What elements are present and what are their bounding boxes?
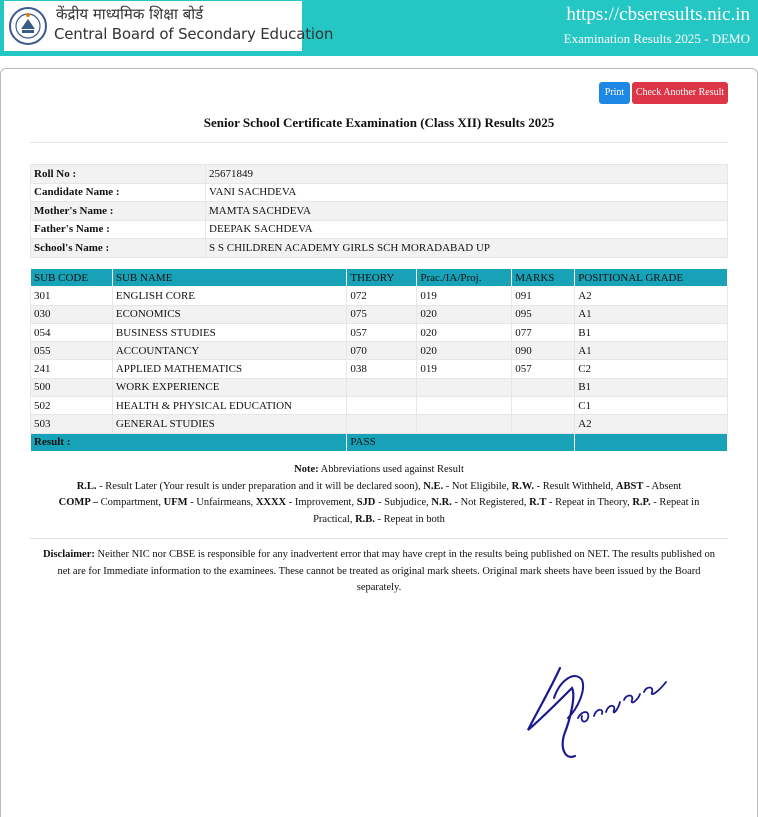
note-items	[59, 481, 700, 525]
note-desc: - Unfairmeans,	[187, 497, 256, 508]
practical-cell: 019	[417, 360, 512, 378]
divider	[30, 538, 728, 539]
note-desc: - Repeat in Practical,	[313, 497, 700, 525]
note-abbr: R.L.	[76, 480, 97, 492]
roll-no-label: Roll No :	[31, 165, 206, 184]
marks-cell	[512, 378, 575, 396]
sub-code-cell: 500	[31, 378, 113, 396]
candidate-name-label: Candidate Name :	[31, 183, 206, 202]
disclaimer-heading: Disclaimer:	[42, 549, 95, 560]
grade-cell: C1	[575, 397, 728, 415]
marks-cell: 091	[512, 287, 575, 305]
note-abbr: R.W.	[511, 480, 534, 492]
theory-cell: 038	[347, 360, 417, 378]
header-subtitle: Examination Results 2025 - DEMO	[563, 31, 750, 46]
sub-code-cell: 055	[31, 342, 113, 360]
sub-name-cell: BUSINESS STUDIES	[112, 323, 347, 341]
practical-cell: 019	[417, 287, 512, 305]
table-row	[31, 378, 728, 396]
theory-cell: 075	[347, 305, 417, 323]
divider	[30, 142, 728, 143]
note-abbr: R.T	[529, 497, 547, 508]
father-name-label: Father's Name :	[31, 220, 206, 239]
cbse-emblem-icon	[8, 5, 48, 47]
candidate-name-value: VANI SACHDEVA	[206, 183, 728, 202]
note-desc: - Not Registered,	[451, 497, 530, 508]
note-desc: - Improvement,	[286, 497, 357, 508]
board-hindi-name: केंद्रीय माध्यमिक शिक्षा बोर्ड	[56, 5, 204, 23]
sub-code-cell: 241	[31, 360, 113, 378]
note-abbr: COMP –	[58, 497, 99, 508]
marks-table	[30, 268, 728, 452]
board-english-name: Central Board of Secondary Education	[54, 25, 334, 43]
marks-cell: 077	[512, 323, 575, 341]
roll-no-value: 25671849	[206, 165, 728, 184]
practical-cell: 020	[417, 342, 512, 360]
candidate-info-table	[30, 164, 728, 258]
result-empty-cell	[575, 433, 728, 451]
note-desc: - Absent	[643, 480, 682, 492]
note-heading-text: Abbreviations used against Result	[318, 464, 464, 475]
page-title: Senior School Certificate Examination (Class XII) Results 2025	[203, 115, 555, 130]
table-row	[31, 202, 728, 221]
disclaimer-text: Neither NIC nor CBSE is responsible for any inadvertent error that may have crept in the results being published on NET. The results published on net are for Immediate information to the examinees. These cannot be treated as original mark sheets. Original mark sheets have been issued by the Board separately.	[57, 549, 716, 593]
mother-name-label: Mother's Name :	[31, 202, 206, 221]
note-abbr: R.B.	[355, 513, 375, 525]
note-abbr: R.P.	[632, 497, 651, 508]
note-desc: - Result Later (Your result is under preparation and it will be declared soon),	[96, 480, 424, 492]
result-value: PASS	[347, 433, 575, 451]
sub-code-cell: 030	[31, 305, 113, 323]
col-theory: THEORY	[347, 269, 417, 287]
theory-cell	[347, 415, 417, 433]
col-sub-code: SUB CODE	[31, 269, 113, 287]
note-abbr: XXXX	[255, 497, 287, 508]
grade-cell: A2	[575, 287, 728, 305]
practical-cell: 020	[417, 323, 512, 341]
school-name-value: S S CHILDREN ACADEMY GIRLS SCH MORADABAD UP	[206, 239, 728, 258]
theory-cell	[347, 397, 417, 415]
result-label: Result :	[31, 433, 347, 451]
table-row	[31, 342, 728, 360]
practical-cell: 020	[417, 305, 512, 323]
sub-name-cell: HEALTH & PHYSICAL EDUCATION	[112, 397, 347, 415]
table-row	[31, 360, 728, 378]
father-name-value: DEEPAK SACHDEVA	[206, 220, 728, 239]
marks-cell: 090	[512, 342, 575, 360]
sub-name-cell: APPLIED MATHEMATICS	[112, 360, 347, 378]
marks-cell	[512, 415, 575, 433]
theory-cell: 057	[347, 323, 417, 341]
grade-cell: A1	[575, 305, 728, 323]
sub-name-cell: ENGLISH CORE	[112, 287, 347, 305]
sub-code-cell: 054	[31, 323, 113, 341]
table-row	[31, 305, 728, 323]
sub-name-cell: ACCOUNTANCY	[112, 342, 347, 360]
table-row	[31, 397, 728, 415]
mother-name-value: MAMTA SACHDEVA	[206, 202, 728, 221]
note-desc: - Repeat in both	[374, 513, 445, 525]
table-row	[31, 183, 728, 202]
note-abbr: N.R.	[431, 497, 452, 508]
sub-name-cell: WORK EXPERIENCE	[112, 378, 347, 396]
check-another-result-button[interactable]: Check Another Result	[632, 82, 728, 104]
sub-name-cell: GENERAL STUDIES	[112, 415, 347, 433]
col-grade: POSITIONAL GRADE	[575, 269, 728, 287]
grade-cell: C2	[575, 360, 728, 378]
result-row	[31, 433, 728, 451]
col-marks: MARKS	[512, 269, 575, 287]
col-sub-name: SUB NAME	[112, 269, 347, 287]
grade-cell: B1	[575, 323, 728, 341]
note-abbr: ABST	[615, 480, 644, 492]
table-row	[31, 165, 728, 184]
cbse-logo[interactable]	[4, 1, 334, 51]
sub-code-cell: 301	[31, 287, 113, 305]
school-name-label: School's Name :	[31, 239, 206, 258]
note-desc: - Result Withheld,	[534, 480, 616, 492]
site-header	[0, 0, 758, 56]
grade-cell: A1	[575, 342, 728, 360]
signature-image	[520, 660, 690, 765]
note-heading: Note:	[294, 464, 319, 475]
note-desc: - Subjudice,	[375, 497, 432, 508]
col-practical: Prac./IA/Proj.	[417, 269, 512, 287]
practical-cell	[417, 415, 512, 433]
table-row	[31, 220, 728, 239]
practical-cell	[417, 378, 512, 396]
grade-cell: A2	[575, 415, 728, 433]
theory-cell	[347, 378, 417, 396]
sub-code-cell: 503	[31, 415, 113, 433]
table-row	[31, 239, 728, 258]
note-abbr: UFM	[163, 497, 188, 508]
note-desc: - Not Eligibile,	[443, 480, 512, 492]
print-button[interactable]: Print	[599, 82, 630, 104]
marks-cell	[512, 397, 575, 415]
disclaimer	[40, 547, 718, 597]
note-abbr: SJD	[356, 497, 376, 508]
practical-cell	[417, 397, 512, 415]
abbreviation-note	[40, 462, 718, 528]
theory-cell: 072	[347, 287, 417, 305]
marks-cell: 057	[512, 360, 575, 378]
note-desc: - Repeat in Theory,	[546, 497, 633, 508]
table-row	[31, 415, 728, 433]
sub-code-cell: 502	[31, 397, 113, 415]
note-abbr: N.E.	[423, 480, 444, 492]
table-row	[31, 323, 728, 341]
grade-cell: B1	[575, 378, 728, 396]
table-row	[31, 287, 728, 305]
theory-cell: 070	[347, 342, 417, 360]
table-header-row	[31, 269, 728, 287]
note-desc: Compartment,	[98, 497, 164, 508]
site-url: https://cbseresults.nic.in	[566, 4, 750, 25]
marks-cell: 095	[512, 305, 575, 323]
sub-name-cell: ECONOMICS	[112, 305, 347, 323]
